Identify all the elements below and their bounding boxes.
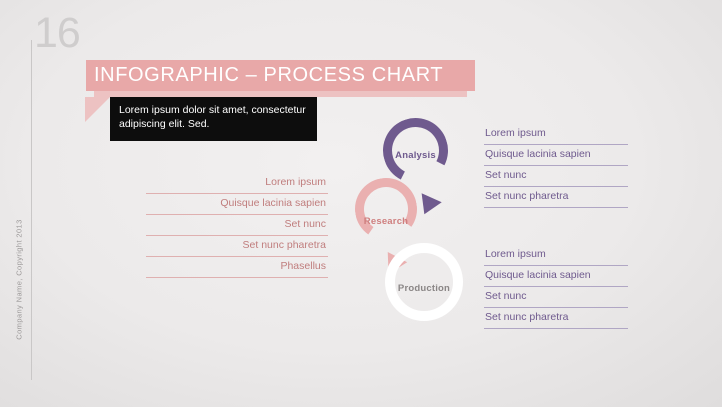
title-band (86, 60, 475, 91)
bottom-right-bullet-list (484, 245, 628, 329)
analysis-label: Analysis (395, 150, 436, 161)
page-title: INFOGRAPHIC – PROCESS CHART (94, 64, 444, 86)
production-ring-icon (385, 243, 463, 321)
left-bullet-list (146, 173, 328, 278)
list-item: Set nunc pharetra (146, 236, 328, 257)
list-item: Set nunc (484, 287, 628, 308)
slide-number: 16 (34, 9, 80, 57)
list-item: Set nunc (484, 166, 628, 187)
analysis-arrow-icon (414, 193, 441, 218)
list-item: Set nunc pharetra (484, 187, 628, 208)
callout-box: Lorem ipsum dolor sit amet, consectetur adipiscing elit. Sed. (110, 97, 317, 141)
callout-tail (85, 97, 110, 122)
list-item: Lorem ipsum (146, 173, 328, 194)
list-item: Quisque lacinia sapien (484, 266, 628, 287)
top-right-bullet-list (484, 124, 628, 208)
list-item: Set nunc pharetra (484, 308, 628, 329)
list-item: Lorem ipsum (484, 124, 628, 145)
list-item: Quisque lacinia sapien (146, 194, 328, 215)
list-item: Lorem ipsum (484, 245, 628, 266)
list-item: Phasellus (146, 257, 328, 278)
list-item: Quisque lacinia sapien (484, 145, 628, 166)
production-label: Production (397, 283, 451, 294)
list-item: Set nunc (146, 215, 328, 236)
research-ring-icon (350, 173, 422, 245)
copyright-text: Company Name, Copyright 2013 (14, 219, 24, 340)
left-vertical-divider (31, 40, 32, 380)
research-label: Research (363, 216, 409, 227)
